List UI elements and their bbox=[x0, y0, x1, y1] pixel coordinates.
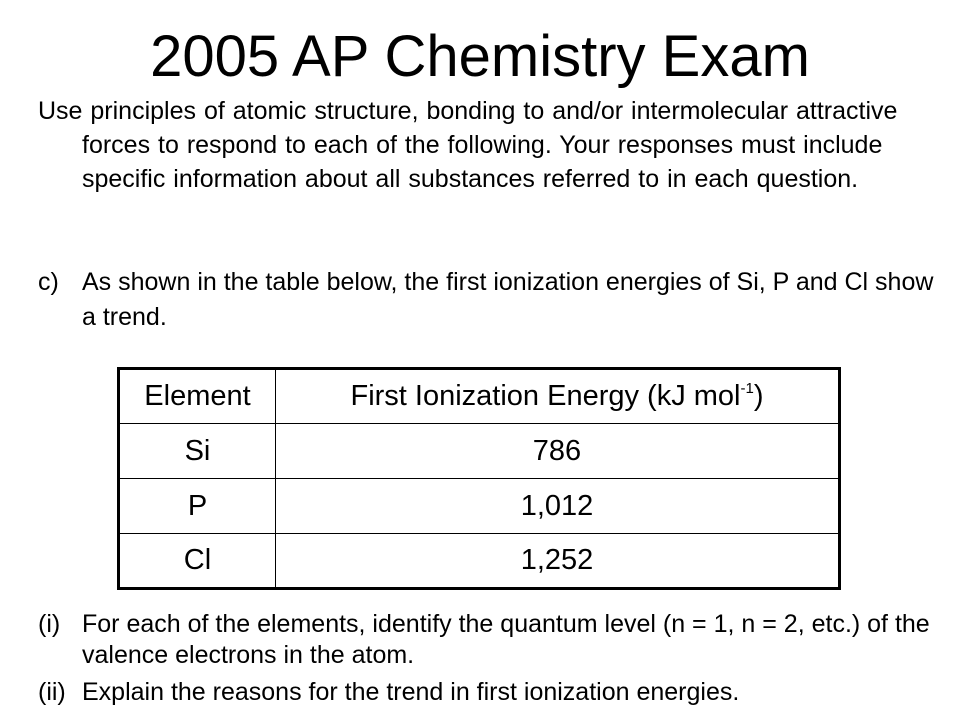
table-row bbox=[119, 424, 840, 479]
question-c-text: As shown in the table below, the first ionization energies of Si, P and Cl show a trend. bbox=[82, 268, 934, 331]
header-energy-prefix: First Ionization Energy (kJ mol bbox=[350, 380, 741, 412]
cell-energy: 786 bbox=[276, 424, 840, 479]
question-ii bbox=[38, 677, 938, 708]
table-header-row bbox=[119, 369, 840, 424]
cell-energy: 1,012 bbox=[276, 479, 840, 534]
question-i bbox=[38, 609, 938, 671]
cell-element: Si bbox=[119, 424, 276, 479]
question-ii-marker: (ii) bbox=[38, 678, 66, 706]
intro-paragraph: Use principles of atomic structure, bonding to and/or intermolecular attractive forces to respond to each of the following. Your responses must include specific information about all substances referred to in each question. bbox=[38, 97, 898, 193]
header-energy-exponent: -1 bbox=[740, 380, 754, 397]
ionization-energy-table bbox=[117, 367, 841, 590]
cell-element: P bbox=[119, 479, 276, 534]
question-c bbox=[38, 265, 938, 335]
cell-energy: 1,252 bbox=[276, 534, 840, 589]
page-title: 2005 AP Chemistry Exam bbox=[150, 24, 810, 89]
cell-element: Cl bbox=[119, 534, 276, 589]
question-i-text: For each of the elements, identify the quantum level (n = 1, n = 2, etc.) of the valence electrons in the atom. bbox=[82, 610, 930, 669]
header-energy-suffix: ) bbox=[753, 380, 764, 412]
table-row bbox=[119, 479, 840, 534]
question-c-marker: c) bbox=[38, 268, 59, 296]
question-ii-text: Explain the reasons for the trend in first ionization energies. bbox=[82, 678, 740, 706]
table-row bbox=[119, 534, 840, 589]
question-i-marker: (i) bbox=[38, 610, 61, 638]
header-element: Element bbox=[119, 369, 276, 424]
header-first-ionization-energy bbox=[276, 369, 840, 424]
